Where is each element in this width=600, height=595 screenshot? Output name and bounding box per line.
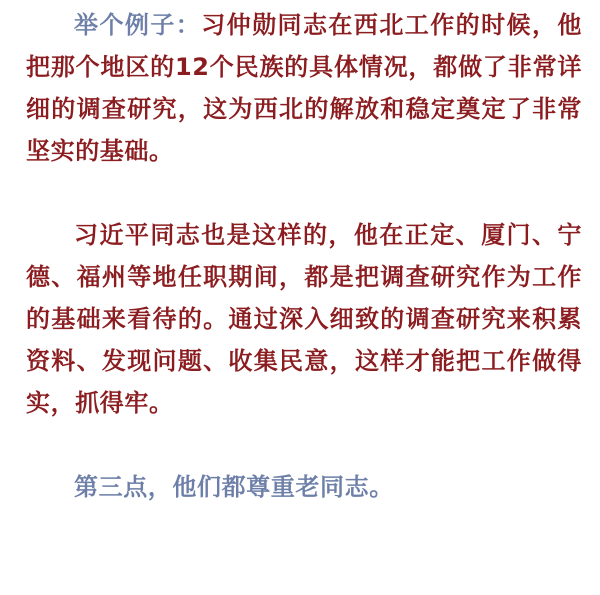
section-heading-third-point bbox=[26, 466, 582, 508]
paragraph-3-text: 第三点，他们都尊重老同志。 bbox=[74, 473, 394, 501]
paragraph-2-text: 习近平同志也是这样的，他在正定、厦门、宁德、福州等地任职期间，都是把调查研究作为工作的基础来看待的。通过深入细致的调查研究来积累资料、发现问题、收集民意，这样才能把工作做得实，抓得牢。 bbox=[26, 221, 582, 417]
example-lead-label: 举个例子： bbox=[74, 11, 202, 39]
paragraph-1-text: 习仲勋同志在西北工作的时候，他把那个地区的12个民族的具体情况，都做了非常详细的调查研究，这为西北的解放和稳定奠定了非常坚实的基础。 bbox=[26, 11, 583, 165]
paragraph-xi-zhongxun-example bbox=[26, 4, 582, 172]
paragraph-xi-jinping-research bbox=[26, 214, 582, 424]
